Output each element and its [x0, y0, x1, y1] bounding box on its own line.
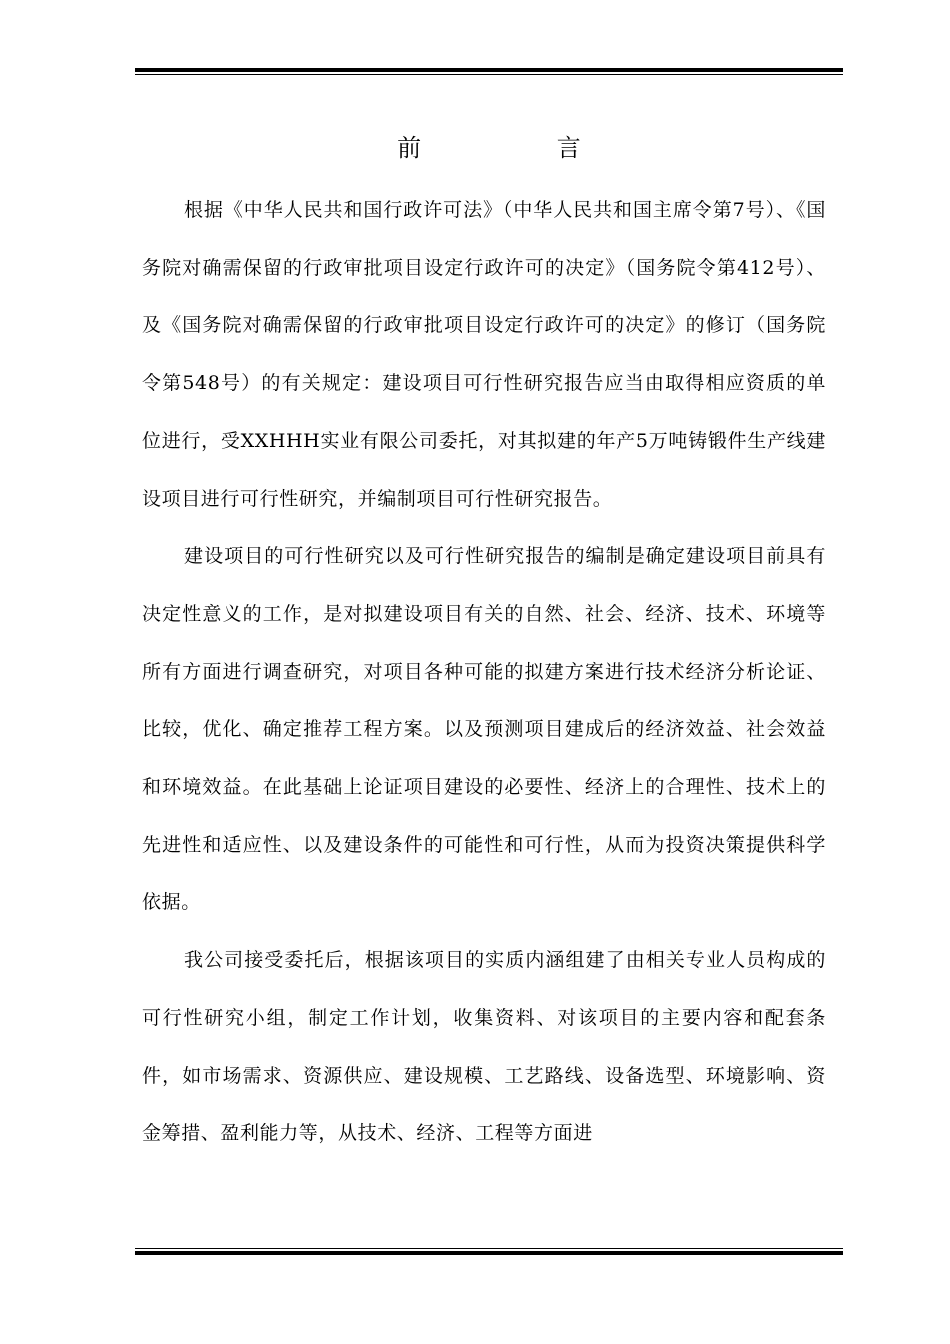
document-body	[142, 182, 826, 1163]
paragraph-3: 我公司接受委托后，根据该项目的实质内涵组建了由相关专业人员构成的可行性研究小组，制定工作计划，收集资料、对该项目的主要内容和配套条件，如市场需求、资源供应、建设规模、工艺路线、设备选型、环境影响、资金筹措、盈利能力等，从技术、经济、工程等方面进	[142, 949, 826, 1145]
paragraph-1: 根据《中华人民共和国行政许可法》（中华人民共和国主席令第7号）、《国务院对确需保留的行政审批项目设定行政许可的决定》（国务院令第412号）、及《国务院对确需保留的行政审批项目设定行政许可的决定》的修订（国务院令第548号）的有关规定：建设项目可行性研究报告应当由取得相应资质的单位进行，受XXHHH实业有限公司委托，对其拟建的年产5万吨铸锻件生产线建设项目进行可行性研究，并编制项目可行性研究报告。	[142, 199, 826, 510]
footer-rule-thin-line	[135, 1248, 843, 1249]
header-rule-thick-line	[135, 68, 843, 72]
footer-rule	[135, 1248, 843, 1255]
header-rule-thin-line	[135, 74, 843, 75]
header-rule	[135, 68, 843, 75]
footer-rule-thick-line	[135, 1251, 843, 1255]
page-title: 前 言	[397, 134, 645, 162]
paragraph-2: 建设项目的可行性研究以及可行性研究报告的编制是确定建设项目前具有决定性意义的工作，是对拟建设项目有关的自然、社会、经济、技术、环境等所有方面进行调查研究，对项目各种可能的拟建方案进行技术经济分析论证、比较，优化、确定推荐工程方案。以及预测项目建成后的经济效益、社会效益和环境效益。在此基础上论证项目建设的必要性、经济上的合理性、技术上的先进性和适应性、以及建设条件的可能性和可行性，从而为投资决策提供科学依据。	[142, 545, 826, 914]
